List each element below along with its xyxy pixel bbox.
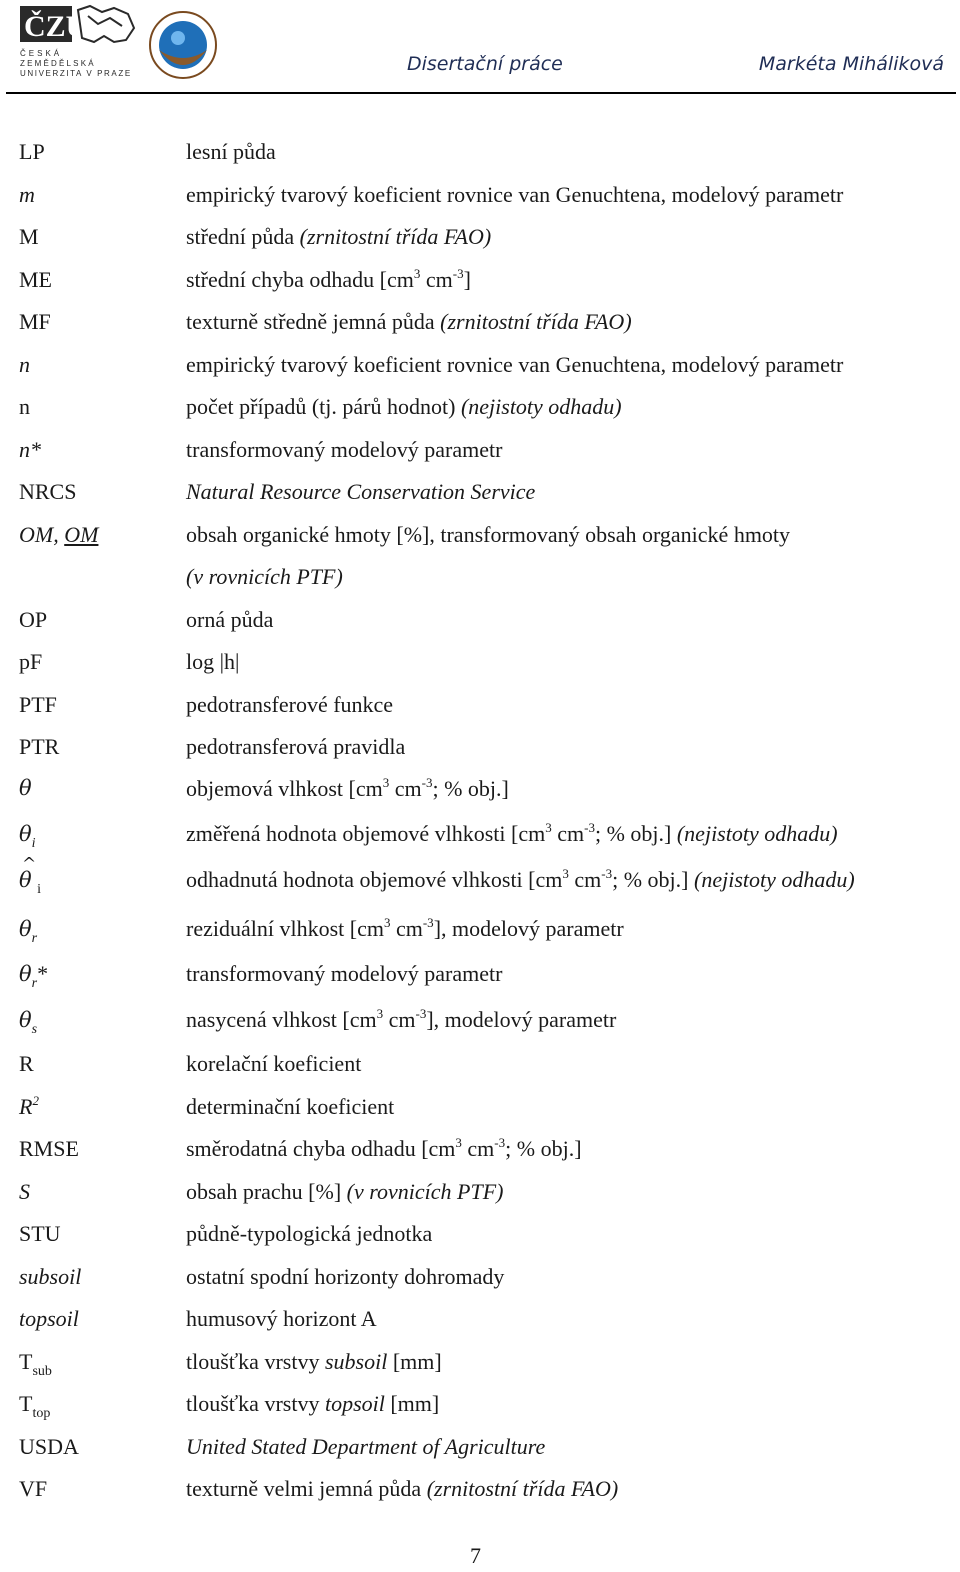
definition: objemová vlhkost [$cm^3$ $cm^{-3}$; % obj.] [186, 775, 509, 801]
abbreviation-row [0, 267, 960, 307]
definition: nasycená vlhkost [$cm^3$ $cm^{-3}$], modelový parametr [186, 1006, 617, 1032]
abbreviation: subsoil [19, 1264, 82, 1289]
abbreviation: $\theta_r$ [19, 917, 38, 946]
abbreviation-row [0, 1476, 960, 1516]
abbreviation-row [0, 479, 960, 519]
abbreviation: n [19, 352, 30, 377]
definition: ostatní spodní horizonty dohromady [186, 1264, 505, 1289]
abbreviation: STU [19, 1221, 61, 1246]
definition: United Stated Department of Agriculture [186, 1434, 546, 1459]
definition: tloušťka vrstvy topsoil [mm] [186, 1391, 440, 1416]
abbreviation-row [0, 776, 960, 816]
abbreviation-row [0, 821, 960, 861]
definition: empirický tvarový koeficient rovnice van Genuchtena, modelový parametr [186, 352, 844, 377]
abbreviation: $\theta_i$ [19, 822, 36, 851]
definition: směrodatná chyba odhadu [$cm^3$ $cm^{-3}$; % obj.] [186, 1135, 582, 1161]
czu-logo [18, 4, 140, 80]
definition: Natural Resource Conservation Service [186, 479, 536, 504]
abbreviation: n* [19, 437, 41, 462]
definition: obsah prachu [%] (v rovnicích PTF) [186, 1179, 504, 1204]
definition: tloušťka vrstvy subsoil [mm] [186, 1349, 442, 1374]
abbreviation-row [0, 1051, 960, 1091]
svg-text:ČZU: ČZU [24, 10, 88, 43]
abbreviation-row [0, 1094, 960, 1134]
abbreviation-row [0, 1221, 960, 1261]
abbreviation-row [0, 916, 960, 956]
czu-logo-line-2: ZEMĚDĚLSKÁ [20, 59, 96, 68]
abbreviation: MF [19, 309, 51, 334]
definition: transformovaný modelový parametr [186, 961, 503, 986]
abbreviation: m [19, 182, 35, 207]
abbreviation-row [0, 522, 960, 562]
abbreviation-row [0, 692, 960, 732]
abbreviation: $T_{top}$ [19, 1391, 51, 1421]
abbreviation-row [0, 1007, 960, 1047]
abbreviation: PTR [19, 734, 60, 759]
definition: empirický tvarový koeficient rovnice van Genuchtena, modelový parametr [186, 182, 844, 207]
page-number: 7 [470, 1543, 481, 1568]
abbreviation: n [19, 394, 30, 419]
abbreviation-row [0, 1179, 960, 1219]
definition: texturně velmi jemná půda (zrnitostní třída FAO) [186, 1476, 619, 1501]
definition: determinační koeficient [186, 1094, 395, 1119]
definition: střední půda (zrnitostní třída FAO) [186, 224, 492, 249]
abbreviation: VF [19, 1476, 48, 1501]
definition: obsah organické hmoty [%], transformovaný obsah organické hmoty [186, 522, 791, 547]
abbreviation: USDA [19, 1434, 79, 1459]
definition: humusový horizont A [186, 1306, 377, 1331]
definition: odhadnutá hodnota objemové vlhkosti [$cm^3$ $cm^{-3}$; % obj.] (nejistoty odhadu) [186, 866, 855, 892]
abbreviation-row [0, 182, 960, 222]
definition: změřená hodnota objemové vlhkosti [$cm^3$ $cm^{-3}$; % obj.] (nejistoty odhadu) [186, 820, 838, 846]
abbreviation-row [0, 437, 960, 477]
abbreviation: M [19, 224, 39, 249]
abbreviation: θ [19, 776, 32, 800]
definition: korelační koeficient [186, 1051, 362, 1076]
abbreviation-row [0, 394, 960, 434]
page-header [0, 0, 960, 96]
abbreviation: OP [19, 607, 48, 632]
definition-continuation [0, 564, 960, 604]
department-seal-logo [148, 10, 218, 80]
definition: (v rovnicích PTF) [186, 564, 343, 589]
abbreviation-row [0, 1434, 960, 1474]
header-divider [6, 92, 956, 94]
header-author: Markéta Miháliková [758, 53, 944, 75]
abbreviation: OM, OM [19, 522, 99, 547]
abbreviation-row [0, 139, 960, 179]
abbreviation: RMSE [19, 1136, 79, 1161]
definition: střední chyba odhadu [$cm^3$ $cm^{-3}$] [186, 266, 471, 292]
abbreviation: $T_{sub}$ [19, 1349, 52, 1379]
definition: pedotransferové funkce [186, 692, 394, 717]
abbreviation-row [0, 734, 960, 774]
abbreviation: ^ θ $_i$ [19, 867, 41, 893]
definition: reziduální vlhkost [$cm^3$ $cm^{-3}$], modelový parametr [186, 915, 624, 941]
abbreviation: $\theta_r*$ [19, 961, 49, 991]
abbreviation-row [0, 867, 960, 907]
definition: orná půda [186, 607, 274, 632]
abbreviation: S [19, 1179, 30, 1204]
header-title: Disertační práce [407, 53, 563, 75]
abbreviation-row [0, 224, 960, 264]
definition: počet případů (tj. párů hodnot) (nejistoty odhadu) [186, 394, 622, 419]
abbreviation-row [0, 649, 960, 689]
abbreviation-row [0, 352, 960, 392]
definition: texturně středně jemná půda (zrnitostní třída FAO) [186, 309, 632, 334]
czu-logo-line-1: ČESKÁ [20, 49, 63, 58]
abbreviation: R [19, 1051, 34, 1076]
abbreviation-row [0, 1391, 960, 1431]
abbreviation-row [0, 309, 960, 349]
abbreviation-row [0, 1349, 960, 1389]
abbreviation: pF [19, 649, 43, 674]
definition: lesní půda [186, 139, 276, 164]
abbreviation-row [0, 1264, 960, 1304]
abbreviation-row [0, 1306, 960, 1346]
definition: log |h| [186, 649, 240, 674]
abbreviation: PTF [19, 692, 57, 717]
abbreviation: ME [19, 267, 52, 292]
abbreviation: LP [19, 139, 45, 164]
abbreviation: $R^2$ [19, 1093, 39, 1119]
abbreviation-row [0, 607, 960, 647]
abbreviation-row [0, 961, 960, 1001]
abbreviation: topsoil [19, 1306, 79, 1331]
definition: půdně-typologická jednotka [186, 1221, 433, 1246]
abbreviation: NRCS [19, 479, 77, 504]
abbreviation-row [0, 1136, 960, 1176]
definition: transformovaný modelový parametr [186, 437, 503, 462]
definition: pedotransferová pravidla [186, 734, 406, 759]
czu-logo-line-3: UNIVERZITA V PRAZE [20, 69, 132, 78]
abbreviation: $\theta_s$ [19, 1008, 38, 1037]
